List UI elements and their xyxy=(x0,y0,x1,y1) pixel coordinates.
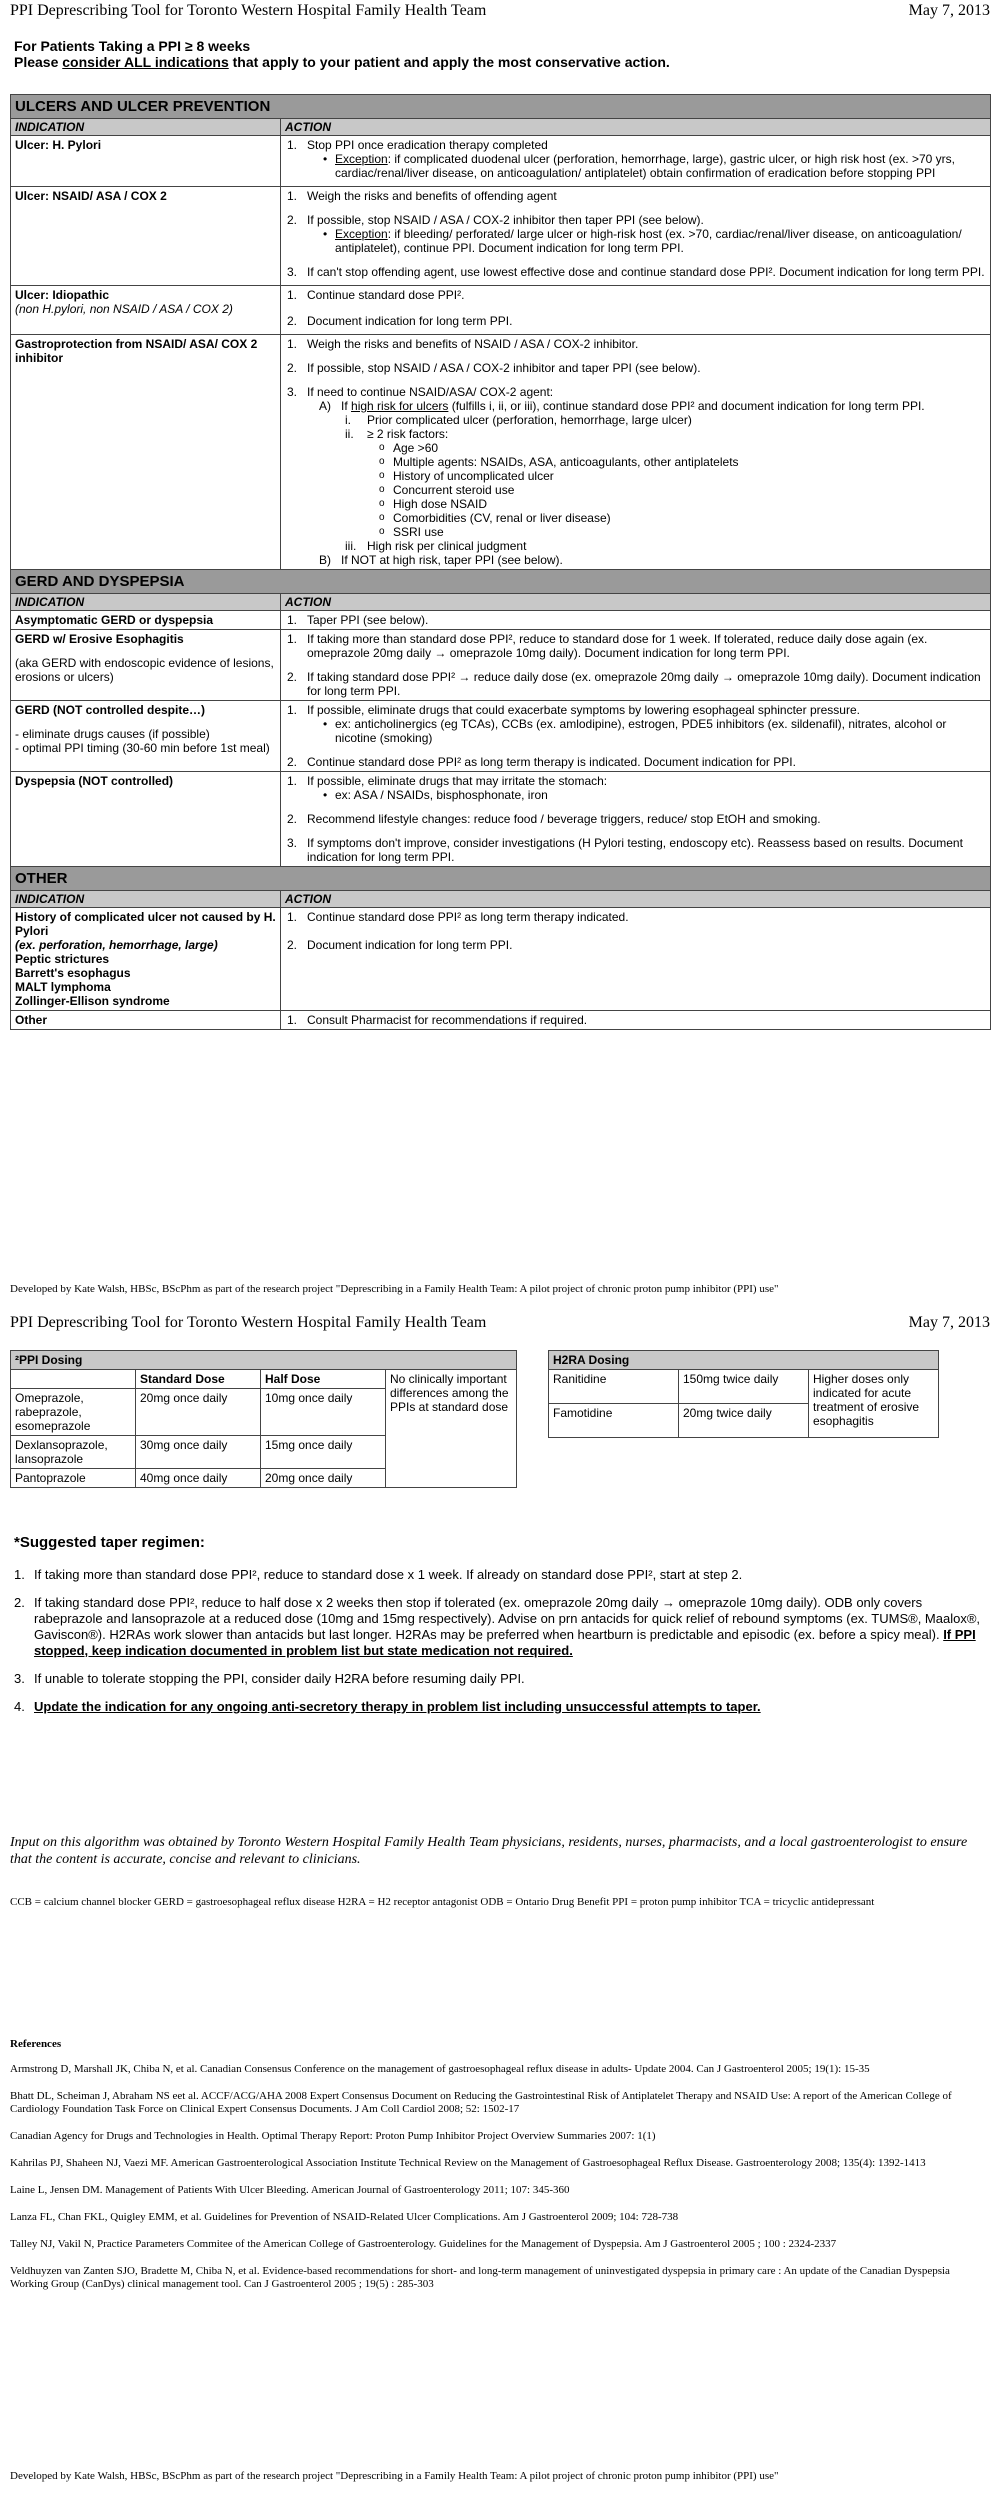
section-other-title: OTHER xyxy=(11,867,991,891)
intro-text-a: Please xyxy=(14,54,63,70)
taper-regimen xyxy=(14,1535,986,1727)
indication-cell: Ulcer: NSAID/ ASA / COX 2 xyxy=(11,187,281,286)
risk-factor-list xyxy=(319,441,986,539)
action-cell: 1. Taper PPI (see below). xyxy=(281,611,991,630)
table-row xyxy=(11,335,991,570)
risk-factor-item: o Comorbidities (CV, renal or liver disease) xyxy=(393,511,986,525)
action-item: If possible, eliminate drugs that may irritate the stomach: xyxy=(307,774,608,788)
ppi-drug: Omeprazole, rabeprazole, esomeprazole xyxy=(11,1389,136,1436)
table-row xyxy=(11,136,991,187)
column-header-row xyxy=(11,594,991,611)
indication-sub: (non H.pylori, non NSAID / ASA / COX 2) xyxy=(15,302,233,316)
h2ra-title-row xyxy=(549,1351,939,1370)
intro xyxy=(14,38,670,70)
ppi-dosing-title: ²PPI Dosing xyxy=(11,1351,517,1370)
col-indication: INDICATION xyxy=(11,119,281,136)
action-item: Document indication for long term PPI. xyxy=(307,938,513,952)
indication-title: Zollinger-Ellison syndrome xyxy=(15,994,170,1008)
page2-header xyxy=(10,1314,990,1332)
column-header-row xyxy=(11,891,991,908)
col-action: ACTION xyxy=(281,119,991,136)
indication-title: GERD (NOT controlled despite…) xyxy=(15,703,206,717)
indication-cell: Ulcer: H. Pylori xyxy=(11,136,281,187)
risk-b-text: If NOT at high risk, taper PPI (see below). xyxy=(341,553,563,567)
risk-factor-item: o High dose NSAID xyxy=(393,497,986,511)
indication-table xyxy=(10,94,991,1030)
section-other xyxy=(11,867,991,891)
taper-step-emphasis: Update the indication for any ongoing anti-secretory therapy in problem list including unsuccessful attempts to taper. xyxy=(34,1699,761,1714)
column-header-row xyxy=(11,119,991,136)
intro-text-b: that apply to your patient and apply the most conservative action. xyxy=(228,54,670,70)
col-action: ACTION xyxy=(281,891,991,908)
indication-title: MALT lymphoma xyxy=(15,980,111,994)
ppi-standard-dose: 20mg once daily xyxy=(136,1389,261,1436)
table-row xyxy=(11,630,991,701)
risk-iii: High risk per clinical judgment xyxy=(367,539,527,553)
action-cell: 1. If possible, eliminate drugs that may irritate the stomach: • ex: ASA / NSAIDs, bisphosphonate, iron 2. Recommend lifestyle changes: reduce food / beverage triggers, reduce/ stop EtOH and smoking. 3. If symptoms don't improve, consider investigations (H Pylori testing, endoscopy etc). Reassess based on results. Document indication for long term PPI. xyxy=(281,772,991,867)
exception-text: : if bleeding/ perforated/ large ulcer or high-risk host (ex. >70, cardiac/renal/liver disease, on anticoagulation/ antiplatelet), continue PPI. Document indication for long term PPI. xyxy=(335,227,962,255)
action-item: If taking more than standard dose PPI², reduce to standard dose for 1 week. If tolerated, reduce daily dose again (ex. omeprazole 20mg daily → omeprazole 10mg daily). Document indication for long term PPI. xyxy=(307,632,928,660)
table-row xyxy=(11,701,991,772)
intro-line2 xyxy=(14,54,670,70)
bullet-text: ex: anticholinergics (eg TCAs), CCBs (ex. amlodipine), estrogen, PDE5 inhibitors (ex. sildenafil), nitrates, alcohol or nicotine (smoking) xyxy=(335,717,947,745)
taper-title: *Suggested taper regimen: xyxy=(14,1534,205,1551)
risk-ii: ≥ 2 risk factors: xyxy=(367,427,449,441)
ppi-half-dose: 15mg once daily xyxy=(261,1436,386,1469)
list-item: 4. Update the indication for any ongoing anti-secretory therapy in problem list including unsuccessful attempts to taper. xyxy=(14,1699,761,1714)
reference-item: Laine L, Jensen DM. Management of Patients With Ulcer Bleeding. American Journal of Gastroenterology 2011; 107: 345-360 xyxy=(10,2184,570,2196)
reference-item: Armstrong D, Marshall JK, Chiba N, et al. Canadian Consensus Conference on the management of gastroesophageal reflux disease in adults- Update 2004. Can J Gastroenterol 2005; 19(1): 15-35 xyxy=(10,2063,870,2075)
action-cell: 1. Continue standard dose PPI². 2. Document indication for long term PPI. xyxy=(281,286,991,335)
indication-cell xyxy=(11,908,281,1011)
h2ra-dose: 20mg twice daily xyxy=(679,1404,809,1438)
risk-i: Prior complicated ulcer (perforation, hemorrhage, large ulcer) xyxy=(367,413,692,427)
action-cell: 1. If taking more than standard dose PPI², reduce to standard dose for 1 week. If tolerated, reduce daily dose again (ex. omeprazole 20mg daily → omeprazole 10mg daily). Document indication for long term PPI. 2. If taking standard dose PPI² → reduce daily dose (ex. omeprazole 20mg daily → omeprazole 10mg daily). Document indication for long term PPI. xyxy=(281,630,991,701)
ppi-drug: Pantoprazole xyxy=(11,1469,136,1488)
table-row xyxy=(11,187,991,286)
indication-cell xyxy=(11,286,281,335)
list-item: 2. If taking standard dose PPI², reduce to half dose x 2 weeks then stop if tolerated (ex. omeprazole 20mg daily → omeprazole 10mg daily). ODB only covers rabeprazole and lansoprazole at a reduced dose (10mg and 15mg respectively). Advise on prn antacids for quick relief of rebound symptoms (ex. TUMS®, Maalox®, Gaviscon®). H2RAs work slower than antacids but last longer. H2RAs may be preferred when heartburn is predictable and episodic (ex. before a spicy meal). If PPI stopped, keep indication documented in problem list but state medication not required. xyxy=(14,1595,981,1658)
indication-title: Barrett's esophagus xyxy=(15,966,131,980)
intro-text-underline: consider ALL indications xyxy=(62,54,229,70)
exception-label: Exception xyxy=(335,227,388,241)
list-item: 3. If unable to tolerate stopping the PPI, consider daily H2RA before resuming daily PPI. xyxy=(14,1671,525,1686)
h2ra-dose: 150mg twice daily xyxy=(679,1370,809,1404)
action-item: If possible, eliminate drugs that could exacerbate symptoms by lowering esophageal sphincter pressure. xyxy=(307,703,860,717)
h2ra-drug: Famotidine xyxy=(549,1404,679,1438)
reference-item: Canadian Agency for Drugs and Technologies in Health. Optimal Therapy Report: Proton Pump Inhibitor Project Overview Summaries 2007: 1(1) xyxy=(10,2130,656,2142)
risk-a-pre: If xyxy=(341,399,352,413)
action-cell: 1. Consult Pharmacist for recommendations if required. xyxy=(281,1011,991,1030)
references xyxy=(10,2038,990,2305)
indication-sub: - optimal PPI timing (30-60 min before 1st meal) xyxy=(15,741,270,755)
ppi-drug: Dexlansoprazole, lansoprazole xyxy=(11,1436,136,1469)
input-note: Input on this algorithm was obtained by Toronto Western Hospital Family Health Team physicians, residents, nurses, pharmacists, and a local gastroenterologist to ensure that the content is accurate, concise and relevant to clinicians. xyxy=(10,1835,968,1867)
high-risk-block: A) If high risk for ulcers (fulfills i, ii, or iii), continue standard dose PPI² and document indication for long term PPI. i. Prior complicated ulcer (perforation, hemorrhage, large ulcer) ii. ≥ 2 risk factors: o Age >60 o Multiple agents: NSAIDs, ASA, anticoagulants, other antiplatelets o History of uncomplicated ulcer o Concurrent steroid use o High dose NSAID o Comorbidities (CV, renal or liver disease) o SSRI use iii. High risk per clinical judgment B) If NOT at high risk, taper PPI (see below). xyxy=(307,399,986,567)
page2-footer: Developed by Kate Walsh, HBSc, BScPhm as part of the research project "Deprescribing in a Family Health Team: A pilot project of chronic proton pump inhibitor (PPI) use" xyxy=(10,2470,779,2482)
col-indication: INDICATION xyxy=(11,594,281,611)
action-item: If can't stop offending agent, use lowest effective dose and continue standard dose PPI². Document indication for long term PPI. xyxy=(307,265,985,279)
ppi-standard-dose: 30mg once daily xyxy=(136,1436,261,1469)
ppi-half-dose: 10mg once daily xyxy=(261,1389,386,1436)
risk-factor-item: o Multiple agents: NSAIDs, ASA, anticoagulants, other antiplatelets xyxy=(393,455,986,469)
h2ra-dosing-table xyxy=(548,1350,939,1438)
action-cell: 1. If possible, eliminate drugs that could exacerbate symptoms by lowering esophageal sphincter pressure. • ex: anticholinergics (eg TCAs), CCBs (ex. amlodipine), estrogen, PDE5 inhibitors (ex. sildenafil), nitrates, alcohol or nicotine (smoking) 2. Continue standard dose PPI² as long term therapy is indicated. Document indication for PPI. xyxy=(281,701,991,772)
col-indication: INDICATION xyxy=(11,891,281,908)
reference-item: Bhatt DL, Scheiman J, Abraham NS eet al. ACCF/ACG/AHA 2008 Expert Consensus Document on Reducing the Gastrointestinal Risk of Antiplatelet Therapy and NSAID Use: A report of the American College of Cardiology Foundation Task Force on Clinical Expert Consensus Documents. J Am Coll Cardiol 2008; 52: 1502-17 xyxy=(10,2090,952,2115)
page1-footer: Developed by Kate Walsh, HBSc, BScPhm as part of the research project "Deprescribing in a Family Health Team: A pilot project of chronic proton pump inhibitor (PPI) use" xyxy=(10,1283,779,1295)
list-item: 1. If taking more than standard dose PPI², reduce to standard dose x 1 week. If already on standard dose PPI², start at step 2. xyxy=(14,1567,743,1582)
indication-cell xyxy=(11,630,281,701)
taper-step-text: If unable to tolerate stopping the PPI, consider daily H2RA before resuming daily PPI. xyxy=(34,1671,525,1686)
indication-cell: Asymptomatic GERD or dyspepsia xyxy=(11,611,281,630)
taper-step-text: If taking standard dose PPI², reduce to half dose x 2 weeks then stop if tolerated (ex. omeprazole 20mg daily → omeprazole 10mg daily). ODB only covers rabeprazole and lansoprazole at a reduced dose (10mg and 15mg respectively). Advise on prn antacids for quick relief of rebound symptoms (ex. TUMS®, Maalox®, Gaviscon®). H2RAs work slower than antacids but last longer. H2RAs may be preferred when heartburn is predictable and episodic (ex. before a spicy meal). xyxy=(34,1595,981,1642)
intro-line1: For Patients Taking a PPI ≥ 8 weeks xyxy=(14,38,251,54)
table-row xyxy=(11,286,991,335)
section-ulcer xyxy=(11,95,991,119)
section-gerd-title: GERD AND DYSPEPSIA xyxy=(11,570,991,594)
references-title: References xyxy=(10,2038,62,2050)
table-row xyxy=(11,772,991,867)
indication-title: History of complicated ulcer not caused by H. Pylori xyxy=(15,910,276,938)
section-ulcer-title: ULCERS AND ULCER PREVENTION xyxy=(11,95,991,119)
page1-title: PPI Deprescribing Tool for Toronto Western Hospital Family Health Team xyxy=(10,2,487,19)
reference-item: Lanza FL, Chan FKL, Quigley EMM, et al. Guidelines for Prevention of NSAID-Related Ulcer Complications. Am J Gastroenterol 2009; 104: 728-738 xyxy=(10,2211,679,2223)
action-item: Weigh the risks and benefits of offending agent xyxy=(307,189,557,203)
exception-label: Exception xyxy=(335,152,388,166)
h2ra-note: Higher doses only indicated for acute treatment of erosive esophagitis xyxy=(809,1370,939,1438)
risk-factor-item: o History of uncomplicated ulcer xyxy=(393,469,986,483)
table-row xyxy=(11,1011,991,1030)
action-item: Stop PPI once eradication therapy completed xyxy=(307,138,548,152)
section-gerd xyxy=(11,570,991,594)
action-item: If symptoms don't improve, consider investigations (H Pylori testing, endoscopy etc). Reassess based on results. Document indication for long term PPI. xyxy=(307,836,963,864)
bullet-text: ex: ASA / NSAIDs, bisphosphonate, iron xyxy=(335,788,548,802)
indication-cell: Dyspepsia (NOT controlled) xyxy=(11,772,281,867)
action-item: Continue standard dose PPI². xyxy=(307,288,465,302)
risk-factor-item: o Age >60 xyxy=(393,441,986,455)
action-item: If need to continue NSAID/ASA/ COX-2 agent: xyxy=(307,385,554,399)
action-cell: 1. Weigh the risks and benefits of NSAID / ASA / COX-2 inhibitor. 2. If possible, stop NSAID / ASA / COX-2 inhibitor and taper PPI (see below). 3. If need to continue NSAID/ASA/ COX-2 agent: A) If high risk for ulcers (fulfills i, ii, or iii), continue standard dose PPI² and document indication for long term PPI. i. Prior complicated ulcer (perforation, hemorrhage, large ulcer) ii. ≥ 2 risk factors: o Age >60 o Multiple agents: NSAIDs, ASA, anticoagulants, other antiplatelets o History of uncomplicated ulcer o Concurrent steroid use o High dose NSAID o Comorbidities (CV, renal or liver disease) o SSRI use iii. High risk per clinical judgment B) If NOT at high risk, taper PPI (see below). xyxy=(281,335,991,570)
action-item: Continue standard dose PPI² as long term therapy indicated. xyxy=(307,910,629,924)
col-action: ACTION xyxy=(281,594,991,611)
indication-title: Peptic strictures xyxy=(15,952,110,966)
ppi-half-dose: 20mg once daily xyxy=(261,1469,386,1488)
ppi-col-half: Half Dose xyxy=(261,1370,386,1389)
page2-title: PPI Deprescribing Tool for Toronto Western Hospital Family Health Team xyxy=(10,1314,487,1331)
h2ra-title: H2RA Dosing xyxy=(549,1351,939,1370)
action-cell: 1. Stop PPI once eradication therapy completed • Exception: if complicated duodenal ulcer (perforation, hemorrhage, large), gastric ulcer, or high risk host (ex. >70 yrs, cardiac/renal/liver disease, on anticoagulation/ antiplatelet) obtain confirmation of eradication before stopping PPI xyxy=(281,136,991,187)
action-item: Continue standard dose PPI² as long term therapy is indicated. Document indication for PPI. xyxy=(307,755,796,769)
risk-factor-item: o SSRI use xyxy=(393,525,986,539)
indication-title: Ulcer: Idiopathic xyxy=(15,288,110,302)
action-cell: 1. Weigh the risks and benefits of offending agent 2. If possible, stop NSAID / ASA / COX-2 inhibitor then taper PPI (see below). • Exception: if bleeding/ perforated/ large ulcer or high-risk host (ex. >70, cardiac/renal/liver disease, on anticoagulation/ antiplatelet), continue PPI. Document indication for long term PPI. 3. If can't stop offending agent, use lowest effective dose and continue standard dose PPI². Document indication for long term PPI. xyxy=(281,187,991,286)
indication-sub: (aka GERD with endoscopic evidence of lesions, erosions or ulcers) xyxy=(15,656,274,684)
page2-date: May 7, 2013 xyxy=(908,1314,990,1331)
page1-header xyxy=(10,2,990,20)
abbreviations: CCB = calcium channel blocker GERD = gastroesophageal reflux disease H2RA = H2 receptor antagonist ODB = Ontario Drug Benefit PPI = proton pump inhibitor TCA = tricyclic antidepressant xyxy=(10,1896,875,1908)
reference-item: Talley NJ, Vakil N, Practice Parameters Commitee of the American College of Gastroenterology. Guidelines for the Management of Dyspepsia. Am J Gastroenterol 2005 ; 100 : 2324-2337 xyxy=(10,2238,837,2250)
indication-cell xyxy=(11,701,281,772)
action-item: Document indication for long term PPI. xyxy=(307,314,513,328)
table-row xyxy=(549,1370,939,1404)
table-row xyxy=(11,611,991,630)
indication-sub: (ex. perforation, hemorrhage, large) xyxy=(15,938,218,952)
ppi-dosing-title-row xyxy=(11,1351,517,1370)
indication-title: GERD w/ Erosive Esophagitis xyxy=(15,632,184,646)
h2ra-drug: Ranitidine xyxy=(549,1370,679,1404)
action-item: If possible, stop NSAID / ASA / COX-2 inhibitor then taper PPI (see below). xyxy=(307,213,704,227)
action-item: Taper PPI (see below). xyxy=(307,613,429,627)
ppi-col-standard: Standard Dose xyxy=(136,1370,261,1389)
action-cell: 1. Continue standard dose PPI² as long term therapy indicated. 2. Document indication for long term PPI. xyxy=(281,908,991,1011)
ppi-col-drug xyxy=(11,1370,136,1389)
taper-step-text: If taking more than standard dose PPI², reduce to standard dose x 1 week. If already on standard dose PPI², start at step 2. xyxy=(34,1567,743,1582)
indication-cell: Other xyxy=(11,1011,281,1030)
action-item: Recommend lifestyle changes: reduce food / beverage triggers, reduce/ stop EtOH and smoking. xyxy=(307,812,821,826)
page1-date: May 7, 2013 xyxy=(908,2,990,19)
action-item: If possible, stop NSAID / ASA / COX-2 inhibitor and taper PPI (see below). xyxy=(307,361,701,375)
action-item: Consult Pharmacist for recommendations if required. xyxy=(307,1013,588,1027)
risk-a-underline: high risk for ulcers xyxy=(351,399,449,413)
ppi-note: No clinically important differences among the PPIs at standard dose xyxy=(386,1370,517,1488)
taper-step-emphasis: If PPI stopped, keep indication documented in problem list but state medication not required. xyxy=(34,1627,976,1658)
taper-steps xyxy=(14,1567,986,1715)
ppi-dosing-header-row xyxy=(11,1370,517,1389)
reference-list xyxy=(10,2063,990,2291)
exception-text: : if complicated duodenal ulcer (perforation, hemorrhage, large), gastric ulcer, or high risk host (ex. >70 yrs, cardiac/renal/liver disease, on anticoagulation/ antiplatelet) obtain confirmation of eradication before stopping PPI xyxy=(335,152,955,180)
indication-sub: - eliminate drugs causes (if possible) xyxy=(15,727,210,741)
reference-item: Kahrilas PJ, Shaheen NJ, Vaezi MF. American Gastroenterological Association Institute Technical Review on the Management of Gastroesophageal Reflux Disease. Gastroenterology 2008; 135(4): 1392-1413 xyxy=(10,2157,926,2169)
risk-factor-item: o Concurrent steroid use xyxy=(393,483,986,497)
action-item: Weigh the risks and benefits of NSAID / ASA / COX-2 inhibitor. xyxy=(307,337,639,351)
reference-item: Veldhuyzen van Zanten SJO, Bradette M, Chiba N, et al. Evidence-based recommendations for short- and long-term management of uninvestigated dyspepsia in primary care : An update of the Canadian Dyspepsia Working Group (CanDys) clinical management tool. Can J Gastroenterol 2005 ; 19(5) : 285-303 xyxy=(10,2265,950,2290)
action-item: If taking standard dose PPI² → reduce daily dose (ex. omeprazole 20mg daily → omeprazole 10mg daily). Document indication for long term PPI. xyxy=(307,670,981,698)
risk-a-text: (fulfills i, ii, or iii), continue standard dose PPI² and document indication for long term PPI. xyxy=(448,399,925,413)
table-row xyxy=(11,908,991,1011)
ppi-standard-dose: 40mg once daily xyxy=(136,1469,261,1488)
indication-cell: Gastroprotection from NSAID/ ASA/ COX 2 inhibitor xyxy=(11,335,281,570)
ppi-dosing-table xyxy=(10,1350,517,1488)
